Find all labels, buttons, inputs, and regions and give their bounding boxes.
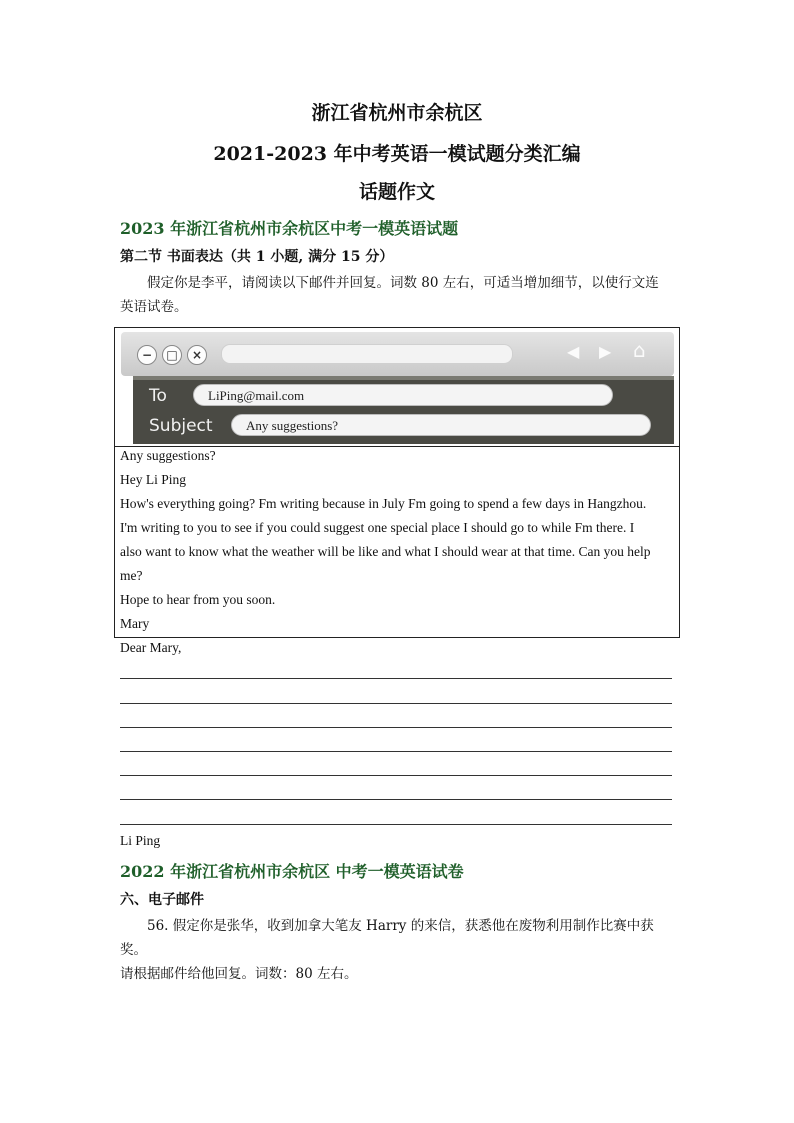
writing-line [120, 727, 672, 728]
writing-line [120, 703, 672, 704]
minimize-icon: − [137, 345, 157, 365]
section-2023-prompt [120, 271, 676, 319]
email-signature: Mary [120, 616, 150, 631]
writing-line [120, 824, 672, 825]
subject-label: Subject [149, 416, 213, 436]
section-2022-prompt [120, 914, 676, 986]
email-greeting: Hey Li Ping [120, 472, 186, 487]
doc-title-years: 2021-2023 年中考英语一模试题分类汇编 [213, 143, 581, 165]
reply-salutation: Dear Mary, [120, 640, 182, 655]
reply-signature: Li Ping [120, 833, 161, 848]
address-bar [221, 344, 513, 364]
section-2022-title: 2022 年浙江省杭州市余杭区 中考一模英语试卷 [120, 862, 464, 881]
browser-chrome [121, 332, 674, 376]
email-subject: Any suggestions? [120, 448, 216, 463]
email-closing: Hope to hear from you soon. [120, 592, 276, 607]
writing-line [120, 751, 672, 752]
writing-line [120, 799, 672, 800]
subject-field: Any suggestions? [231, 414, 651, 436]
section-2023-subtitle: 第二节 书面表达（共 1 小题, 满分 15 分） [120, 249, 394, 265]
prompt-2022-line-1: 56. 假定你是张华，收到加拿大笔友 Harry 的来信，获悉他在废物利用制作比赛中获奖。 [120, 918, 654, 958]
email-header-panel [133, 376, 674, 444]
email-screenshot [115, 328, 679, 447]
maximize-icon: □ [162, 345, 182, 365]
email-box [114, 327, 680, 638]
doc-title-region: 浙江省杭州市余杭区 [311, 102, 483, 124]
doc-title-topic: 话题作文 [358, 181, 435, 203]
to-field: LiPing@mail.com [193, 384, 613, 406]
email-line-4: me? [120, 568, 143, 583]
section-2023-title: 2023 年浙江省杭州市余杭区中考一模英语试题 [120, 219, 459, 238]
prompt-line-2: 英语试卷。 [120, 299, 188, 315]
writing-line [120, 775, 672, 776]
email-line-1: How's everything going? Fm writing because in July Fm going to spend a few days in Hangzhou. [120, 496, 647, 511]
section-2022-subtitle: 六、电子邮件 [120, 892, 204, 908]
back-arrow-icon: ◀ [567, 342, 580, 361]
home-icon: ⌂ [633, 338, 646, 362]
email-line-3: also want to know what the weather will be like and what I should wear at that time. Can you help [120, 544, 651, 559]
forward-arrow-icon: ▶ [599, 342, 612, 361]
close-icon: × [187, 345, 207, 365]
writing-line [120, 678, 672, 679]
email-line-2: I'm writing to you to see if you could suggest one special place I should go to while Fm there. I [120, 520, 635, 535]
prompt-line-1: 假定你是李平，请阅读以下邮件并回复。词数 80 左右，可适当增加细节，以使行文连 [120, 275, 659, 291]
prompt-2022-line-2: 请根据邮件给他回复。词数：80 左右。 [120, 966, 358, 982]
to-label: To [149, 386, 167, 406]
